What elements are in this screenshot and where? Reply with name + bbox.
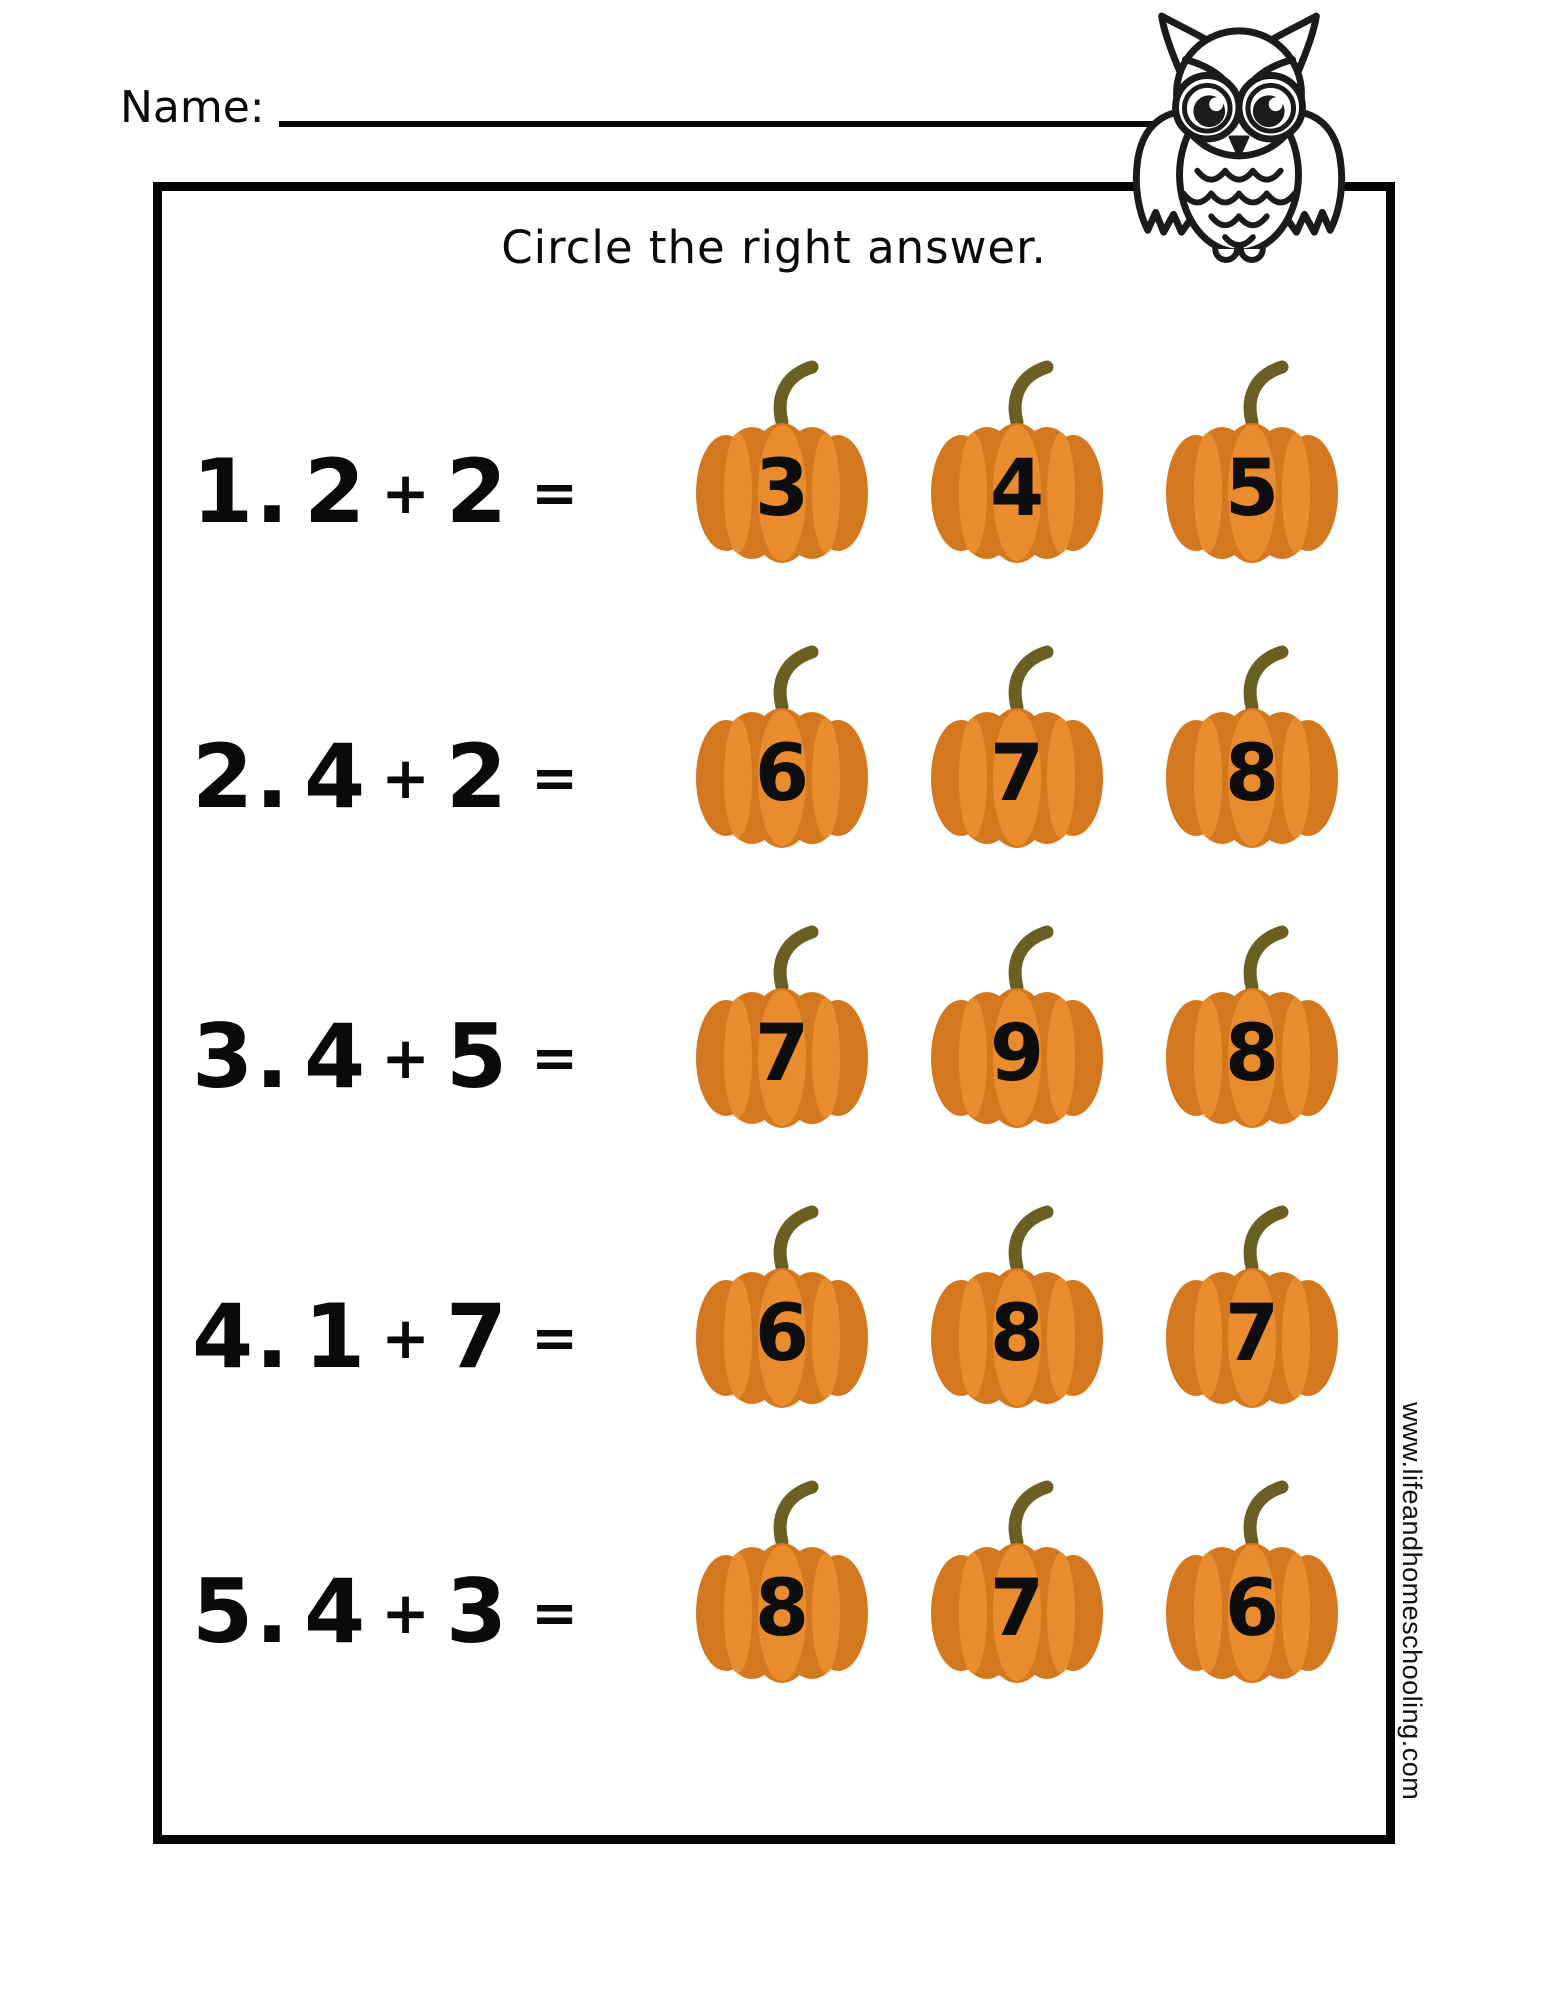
choice-number: 7 xyxy=(989,1564,1045,1654)
operand-b: 3 xyxy=(445,1559,508,1663)
problem-expression xyxy=(304,725,684,828)
problem-number: 1. xyxy=(192,439,291,543)
choice-number: 7 xyxy=(754,1009,810,1099)
pumpkin-choice[interactable] xyxy=(692,923,872,1133)
equals-sign: = xyxy=(531,460,578,526)
choice-number: 6 xyxy=(754,729,810,819)
problem-number: 2. xyxy=(192,724,291,828)
equals-sign: = xyxy=(531,1305,578,1371)
pumpkin-choice[interactable] xyxy=(927,358,1107,568)
problem-number: 3. xyxy=(192,1004,291,1108)
choice-number: 8 xyxy=(754,1564,810,1654)
pumpkin-choice[interactable] xyxy=(927,923,1107,1133)
pumpkin-choice[interactable] xyxy=(692,358,872,568)
choice-number: 6 xyxy=(1224,1564,1280,1654)
problem-row xyxy=(162,1496,1386,1726)
pumpkin-choice[interactable] xyxy=(692,1203,872,1413)
answer-choices xyxy=(692,1506,1342,1716)
operand-a: 1 xyxy=(304,1284,366,1388)
watermark-url: www.lifeandhomeschooling.com xyxy=(1397,1402,1427,1801)
problem-number: 4. xyxy=(192,1284,291,1388)
operand-a: 2 xyxy=(304,439,366,543)
owl-icon xyxy=(1120,8,1358,266)
worksheet-frame xyxy=(153,182,1395,1844)
choice-number: 8 xyxy=(989,1289,1045,1379)
operand-b: 2 xyxy=(445,439,508,543)
pumpkin-choice[interactable] xyxy=(692,643,872,853)
plus-sign: + xyxy=(381,459,430,527)
choice-number: 7 xyxy=(1224,1289,1280,1379)
problem-row xyxy=(162,376,1386,606)
pumpkin-choice[interactable] xyxy=(927,643,1107,853)
problem-expression xyxy=(304,1285,684,1388)
name-row xyxy=(120,82,1214,135)
plus-sign: + xyxy=(381,1024,430,1092)
answer-choices xyxy=(692,951,1342,1161)
name-write-line[interactable] xyxy=(279,121,1214,127)
problem-row xyxy=(162,661,1386,891)
choice-number: 3 xyxy=(754,444,810,534)
equals-sign: = xyxy=(531,745,578,811)
page-title: Circle the right answer. xyxy=(501,221,1047,274)
equals-sign: = xyxy=(531,1025,578,1091)
choice-number: 8 xyxy=(1224,729,1280,819)
choice-number: 9 xyxy=(989,1009,1045,1099)
answer-choices xyxy=(692,1231,1342,1441)
operand-a: 4 xyxy=(304,724,366,828)
choice-number: 8 xyxy=(1224,1009,1280,1099)
plus-sign: + xyxy=(381,744,430,812)
problem-expression xyxy=(304,1005,684,1108)
problem-number: 5. xyxy=(192,1559,291,1663)
choice-number: 4 xyxy=(989,444,1045,534)
plus-sign: + xyxy=(381,1579,430,1647)
pumpkin-choice[interactable] xyxy=(927,1478,1107,1688)
operand-a: 4 xyxy=(304,1559,366,1663)
answer-choices xyxy=(692,386,1342,596)
choice-number: 6 xyxy=(754,1289,810,1379)
operand-b: 5 xyxy=(445,1004,508,1108)
problem-expression xyxy=(304,1560,684,1663)
answer-choices xyxy=(692,671,1342,881)
operand-b: 7 xyxy=(445,1284,508,1388)
pumpkin-choice[interactable] xyxy=(1162,923,1342,1133)
equals-sign: = xyxy=(531,1580,578,1646)
pumpkin-choice[interactable] xyxy=(1162,643,1342,853)
plus-sign: + xyxy=(381,1304,430,1372)
choice-number: 7 xyxy=(989,729,1045,819)
choice-number: 5 xyxy=(1224,444,1280,534)
pumpkin-choice[interactable] xyxy=(1162,1203,1342,1413)
operand-b: 2 xyxy=(445,724,508,828)
pumpkin-choice[interactable] xyxy=(692,1478,872,1688)
problem-row xyxy=(162,1221,1386,1451)
pumpkin-choice[interactable] xyxy=(927,1203,1107,1413)
name-label: Name: xyxy=(120,82,265,133)
operand-a: 4 xyxy=(304,1004,366,1108)
problem-expression xyxy=(304,440,684,543)
problem-row xyxy=(162,941,1386,1171)
pumpkin-choice[interactable] xyxy=(1162,358,1342,568)
pumpkin-choice[interactable] xyxy=(1162,1478,1342,1688)
